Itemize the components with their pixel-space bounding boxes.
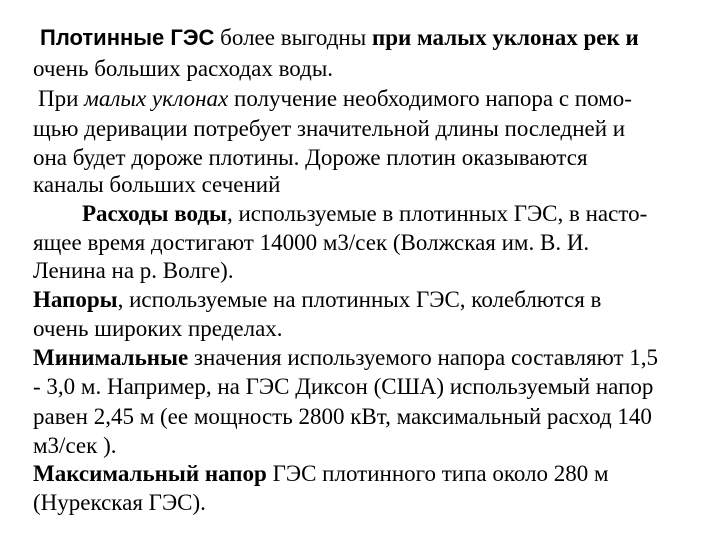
p5-line4: м3/сек ). bbox=[33, 433, 117, 458]
p6-rest1: ГЭС плотинного типа около 280 м bbox=[266, 461, 609, 486]
p4-line2: очень широких пределах. bbox=[33, 316, 283, 341]
p2-rest1: получение необходимого напора с помо- bbox=[228, 86, 632, 111]
p1-line2: очень больших расходах воды. bbox=[33, 56, 334, 81]
p3-rest1: , используемые в плотинных ГЭС, в насто- bbox=[226, 201, 648, 226]
p2-line1 bbox=[38, 85, 632, 113]
p3-line3: Ленина на р. Волге). bbox=[33, 258, 234, 283]
p1-bold2: при малых уклонах рек и bbox=[371, 25, 639, 50]
p1-mid: более выгодны bbox=[214, 25, 372, 50]
p4-bold: Напоры bbox=[33, 287, 118, 312]
p5-rest1: значения используемого напора составляют 1,5 bbox=[188, 345, 659, 370]
p3-line2: ящее время достигают 14000 м3/сек (Волжская им. В. И. bbox=[33, 230, 590, 255]
p6-bold: Максимальный напор bbox=[33, 461, 267, 486]
p1-lead-bold: Плотинные ГЭС bbox=[40, 25, 215, 50]
p1-line1 bbox=[40, 24, 639, 52]
p6-line2: (Нурекская ГЭС). bbox=[33, 490, 206, 515]
p4-rest1: , используемые на плотинных ГЭС, колеблются в bbox=[117, 287, 602, 312]
p2-line4: каналы больших сечений bbox=[33, 172, 281, 197]
p3-line1 bbox=[82, 200, 647, 228]
p5-line3: равен 2,45 м (ее мощность 2800 кВт, максимальный расход 140 bbox=[33, 404, 652, 429]
p2-italic: малых уклонах bbox=[84, 86, 229, 111]
p3-bold: Расходы воды bbox=[82, 201, 227, 226]
p5-bold: Минимальные bbox=[33, 345, 189, 370]
p6-line1 bbox=[33, 460, 609, 488]
p2-start: При bbox=[38, 86, 85, 111]
p5-line2: - 3,0 м. Например, на ГЭС Диксон (США) используемый напор bbox=[33, 374, 654, 399]
p4-line1 bbox=[33, 286, 601, 314]
p2-line3: она будет дороже плотины. Дороже плотин оказываются bbox=[33, 145, 588, 170]
p5-line1 bbox=[33, 344, 658, 372]
p2-line2: щью деривации потребует значительной длины последней и bbox=[33, 116, 626, 141]
